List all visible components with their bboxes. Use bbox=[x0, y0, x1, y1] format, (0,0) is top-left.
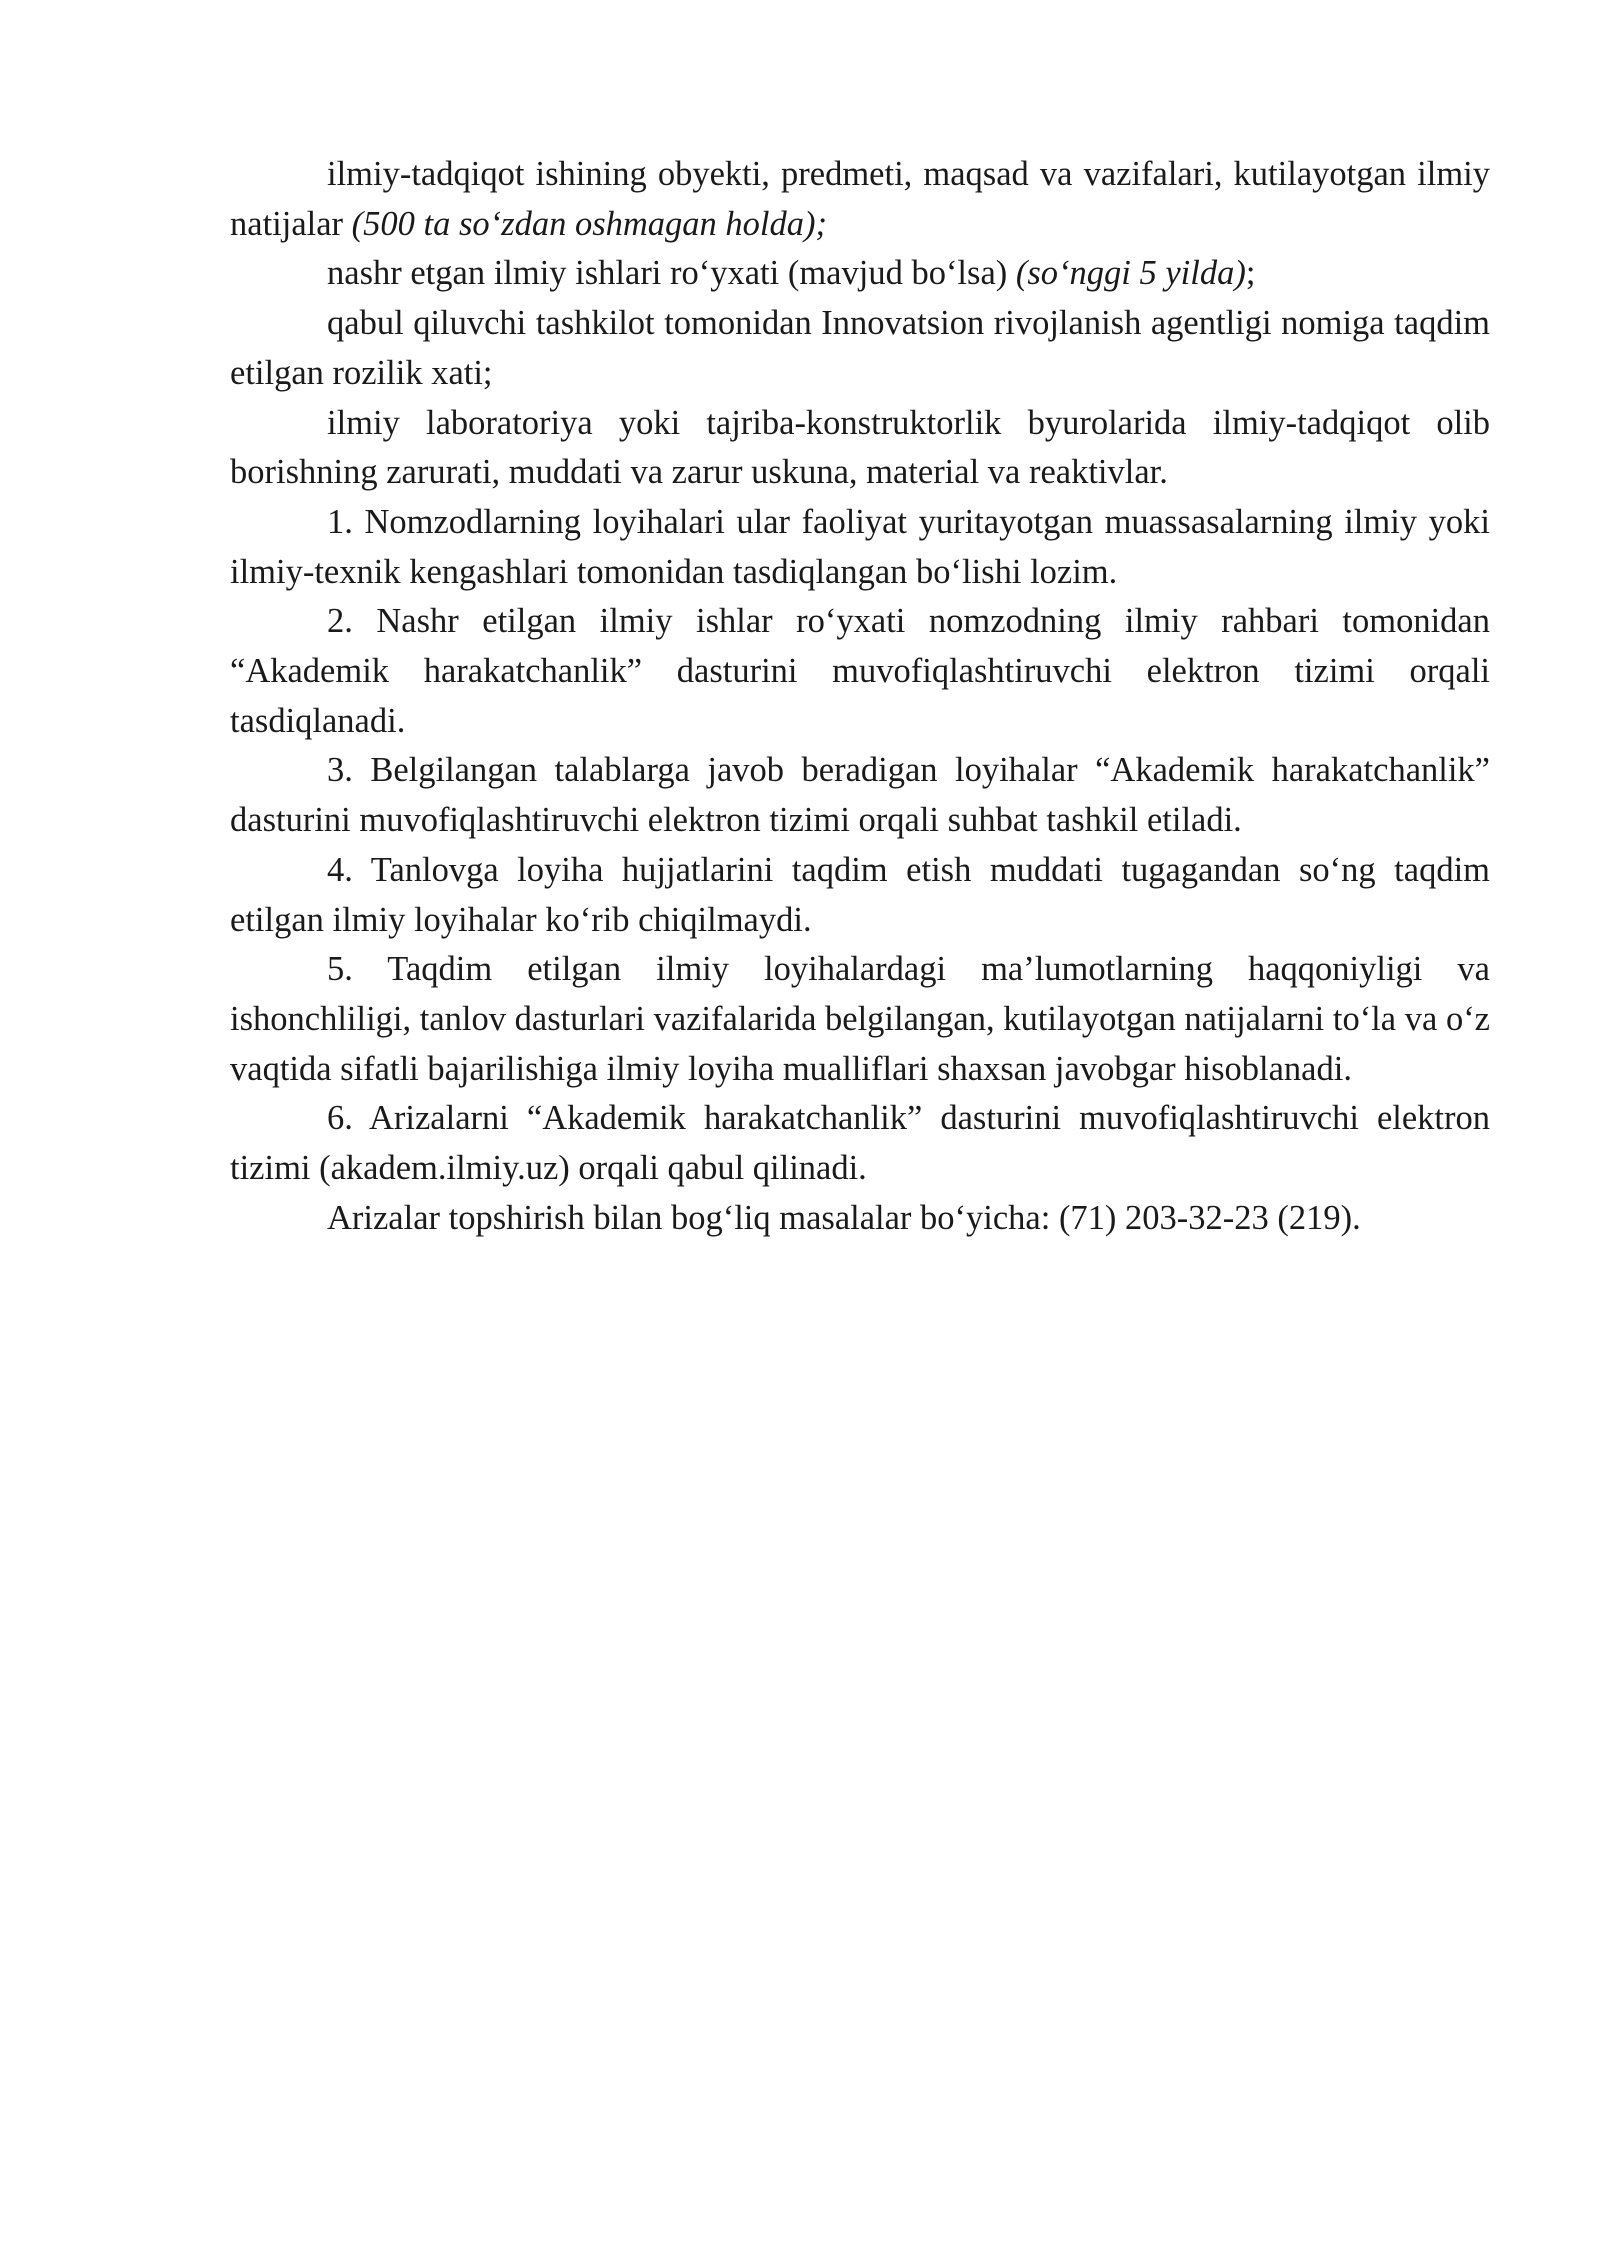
paragraph-text: Arizalar topshirish bilan bog‘liq masalalar bo‘yicha: (71) 203-32-23 (219). bbox=[327, 1198, 1361, 1237]
paragraph-text: 5. Taqdim etilgan ilmiy loyihalardagi ma’lumotlarning haqqoniyligi va ishonchliligi, tanlov dasturlari vazifalarida belgilangan, kutilayotgan natijalarni to‘la va o‘z vaqtida sifatli bajarilishiga ilmiy loyiha mualliflari shaxsan javobgar hisoblanadi. bbox=[230, 950, 1490, 1088]
paragraph-text: 2. Nashr etilgan ilmiy ishlar ro‘yxati nomzodning ilmiy rahbari tomonidan “Akademik harakatchanlik” dasturini muvofiqlashtiruvchi elektron tizimi orqali tasdiqlanadi. bbox=[230, 602, 1490, 740]
paragraph-item-3 bbox=[230, 746, 1490, 845]
document-page bbox=[230, 150, 1490, 1243]
paragraph-text: nashr etgan ilmiy ishlari ro‘yxati (mavjud bo‘lsa) bbox=[327, 254, 1016, 293]
paragraph-item-6 bbox=[230, 1094, 1490, 1193]
paragraph-italic-note: (500 ta so‘zdan oshmagan holda); bbox=[351, 204, 827, 243]
paragraph-text: 6. Arizalarni “Akademik harakatchanlik” dasturini muvofiqlashtiruvchi elektron tizimi (akadem.ilmiy.uz) orqali qabul qilinadi. bbox=[230, 1099, 1490, 1188]
paragraph-publications-list bbox=[230, 249, 1490, 299]
paragraph-laboratory-needs bbox=[230, 399, 1490, 498]
paragraph-item-4 bbox=[230, 846, 1490, 945]
paragraph-text: ilmiy-tadqiqot ishining obyekti, predmeti, maqsad va vazifalari, kutilayotgan ilmiy natijalar bbox=[230, 155, 1490, 243]
paragraph-text: qabul qiluvchi tashkilot tomonidan Innovatsion rivojlanish agentligi nomiga taqdim etilgan rozilik xati; bbox=[230, 304, 1490, 392]
paragraph-item-1 bbox=[230, 498, 1490, 597]
paragraph-contact-info bbox=[230, 1194, 1490, 1244]
paragraph-consent-letter bbox=[230, 299, 1490, 398]
paragraph-text: ilmiy laboratoriya yoki tajriba-konstruktorlik byurolarida ilmiy-tadqiqot olib borishning zarurati, muddati va zarur uskuna, material va reaktivlar. bbox=[230, 403, 1490, 492]
paragraph-text: 4. Tanlovga loyiha hujjatlarini taqdim etish muddati tugagandan so‘ng taqdim etilgan ilmiy loyihalar ko‘rib chiqilmaydi. bbox=[230, 850, 1490, 939]
paragraph-tail: ; bbox=[1245, 254, 1256, 293]
paragraph-research-object bbox=[230, 150, 1490, 249]
paragraph-text: 3. Belgilangan talablarga javob beradigan loyihalar “Akademik harakatchanlik” dasturini muvofiqlashtiruvchi elektron tizimi orqali suhbat tashkil etiladi. bbox=[230, 751, 1490, 840]
paragraph-text: 1. Nomzodlarning loyihalari ular faoliyat yuritayotgan muassasalarning ilmiy yoki ilmiy-texnik kengashlari tomonidan tasdiqlangan bo‘lishi lozim. bbox=[230, 502, 1490, 591]
paragraph-italic-note: (so‘nggi 5 yilda) bbox=[1015, 254, 1246, 293]
paragraph-item-5 bbox=[230, 945, 1490, 1094]
paragraph-item-2 bbox=[230, 597, 1490, 746]
